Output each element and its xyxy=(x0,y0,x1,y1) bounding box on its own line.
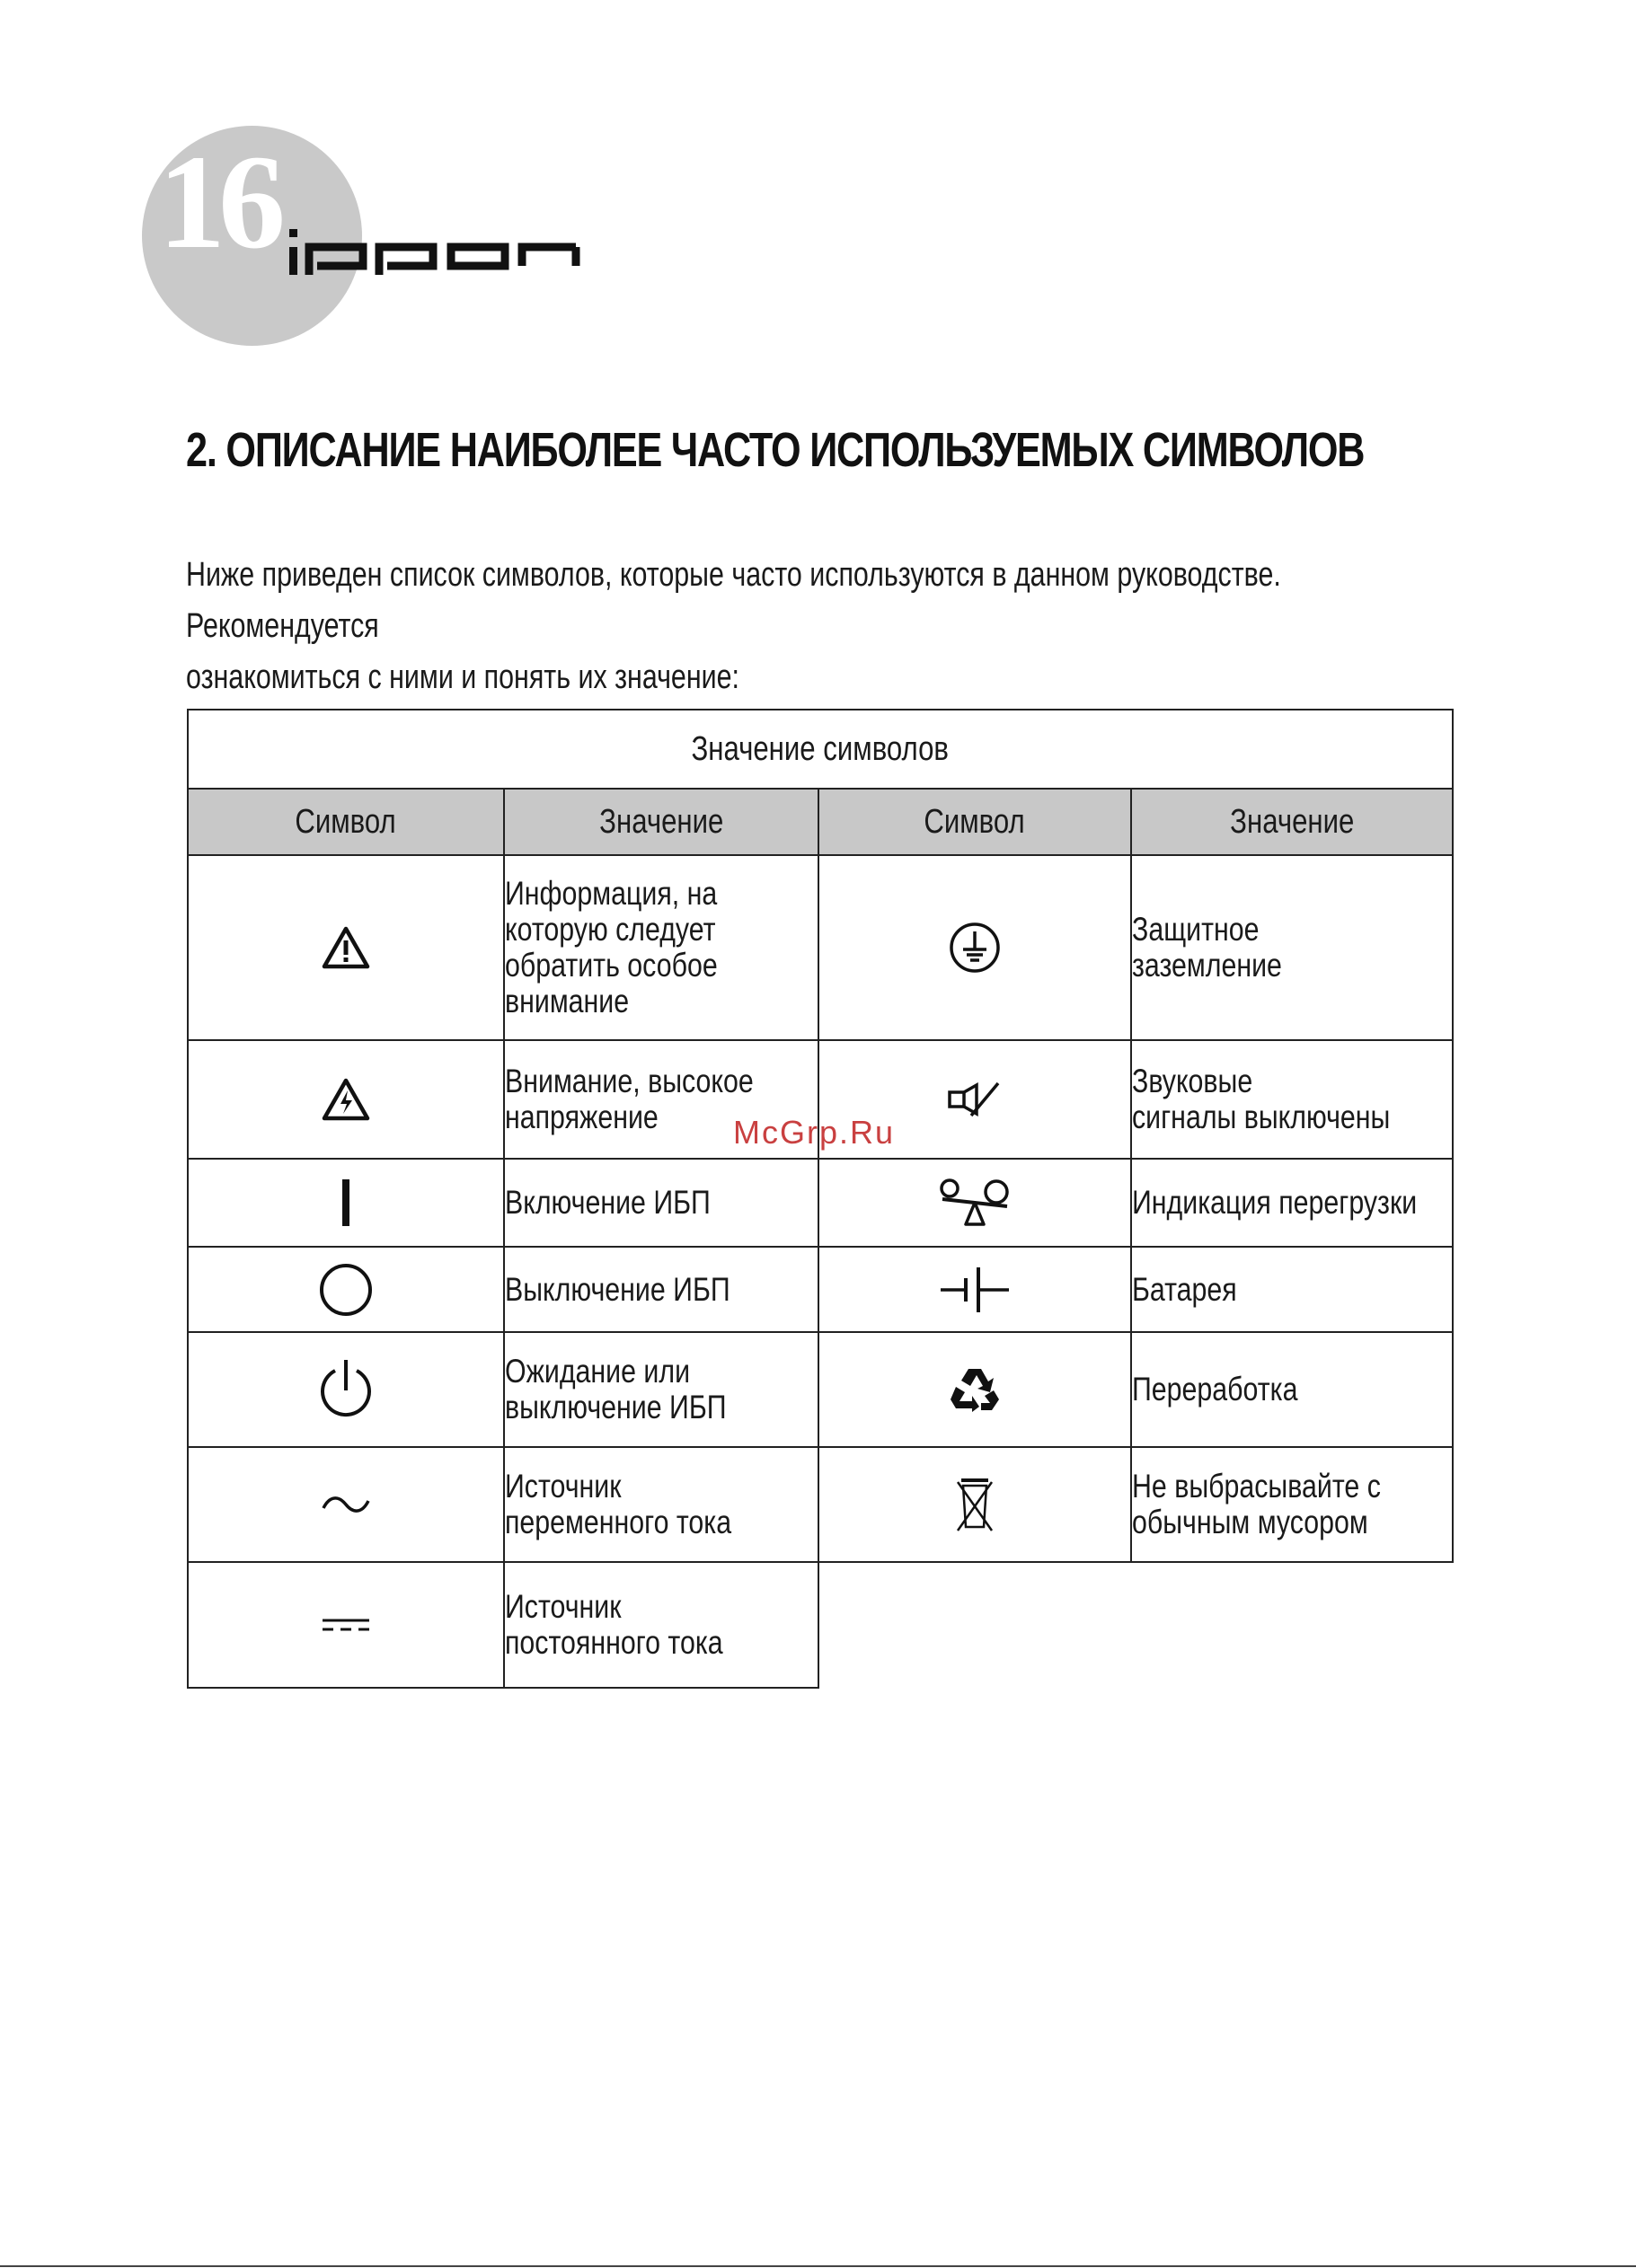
watermark: McGrp.Ru xyxy=(733,1114,896,1151)
symbols-table xyxy=(187,709,1454,1689)
intro-paragraph xyxy=(186,550,1451,703)
warning-icon xyxy=(321,925,371,970)
table-row: Включение ИБП Индикация перегрузки xyxy=(188,1159,1453,1247)
table-row: Источник постоянного тока xyxy=(188,1562,1453,1688)
page-bottom-rule xyxy=(0,2265,1636,2267)
ac-source-icon xyxy=(321,1494,371,1515)
table-row: Выключение ИБП Батарея xyxy=(188,1247,1453,1332)
power-off-icon xyxy=(318,1262,374,1318)
protective-ground-icon xyxy=(948,921,1002,975)
table-caption: Значение символов xyxy=(188,710,1453,789)
column-header: Значение xyxy=(1131,789,1453,855)
table-row: Информация, на которую следует обратить особое внимание Защитное заземление xyxy=(188,855,1453,1040)
standby-icon xyxy=(317,1358,375,1421)
intro-line: Ниже приведен список символов, которые часто используются в данном руководстве. Рекомендуется xyxy=(186,556,1281,645)
ippon-logo xyxy=(289,229,627,283)
column-header: Значение xyxy=(504,789,818,855)
page-number: 16 xyxy=(158,128,279,277)
battery-icon xyxy=(939,1266,1011,1314)
table-row: Внимание, высокое напряжение Звуковые сигналы выключены xyxy=(188,1040,1453,1159)
high-voltage-icon xyxy=(321,1077,371,1122)
overload-icon xyxy=(937,1176,1013,1230)
recycle-icon xyxy=(949,1365,1001,1414)
table-row: Ожидание или выключение ИБП Переработка xyxy=(188,1332,1453,1447)
power-on-icon xyxy=(340,1179,352,1226)
column-header: Символ xyxy=(188,789,504,855)
intro-line: ознакомиться с ними и понять их значение: xyxy=(186,658,739,696)
column-header: Символ xyxy=(818,789,1131,855)
dc-source-icon xyxy=(321,1618,371,1632)
empty-cell xyxy=(818,1562,1453,1688)
table-row: Источник переменного тока Не выбрасывайте с обычным мусором xyxy=(188,1447,1453,1562)
alarm-off-icon xyxy=(946,1081,1004,1117)
section-title: 2. ОПИСАНИЕ НАИБОЛЕЕ ЧАСТО ИСПОЛЬЗУЕМЫХ СИМВОЛОВ xyxy=(186,423,1365,477)
no-trash-bin-icon xyxy=(956,1475,994,1534)
